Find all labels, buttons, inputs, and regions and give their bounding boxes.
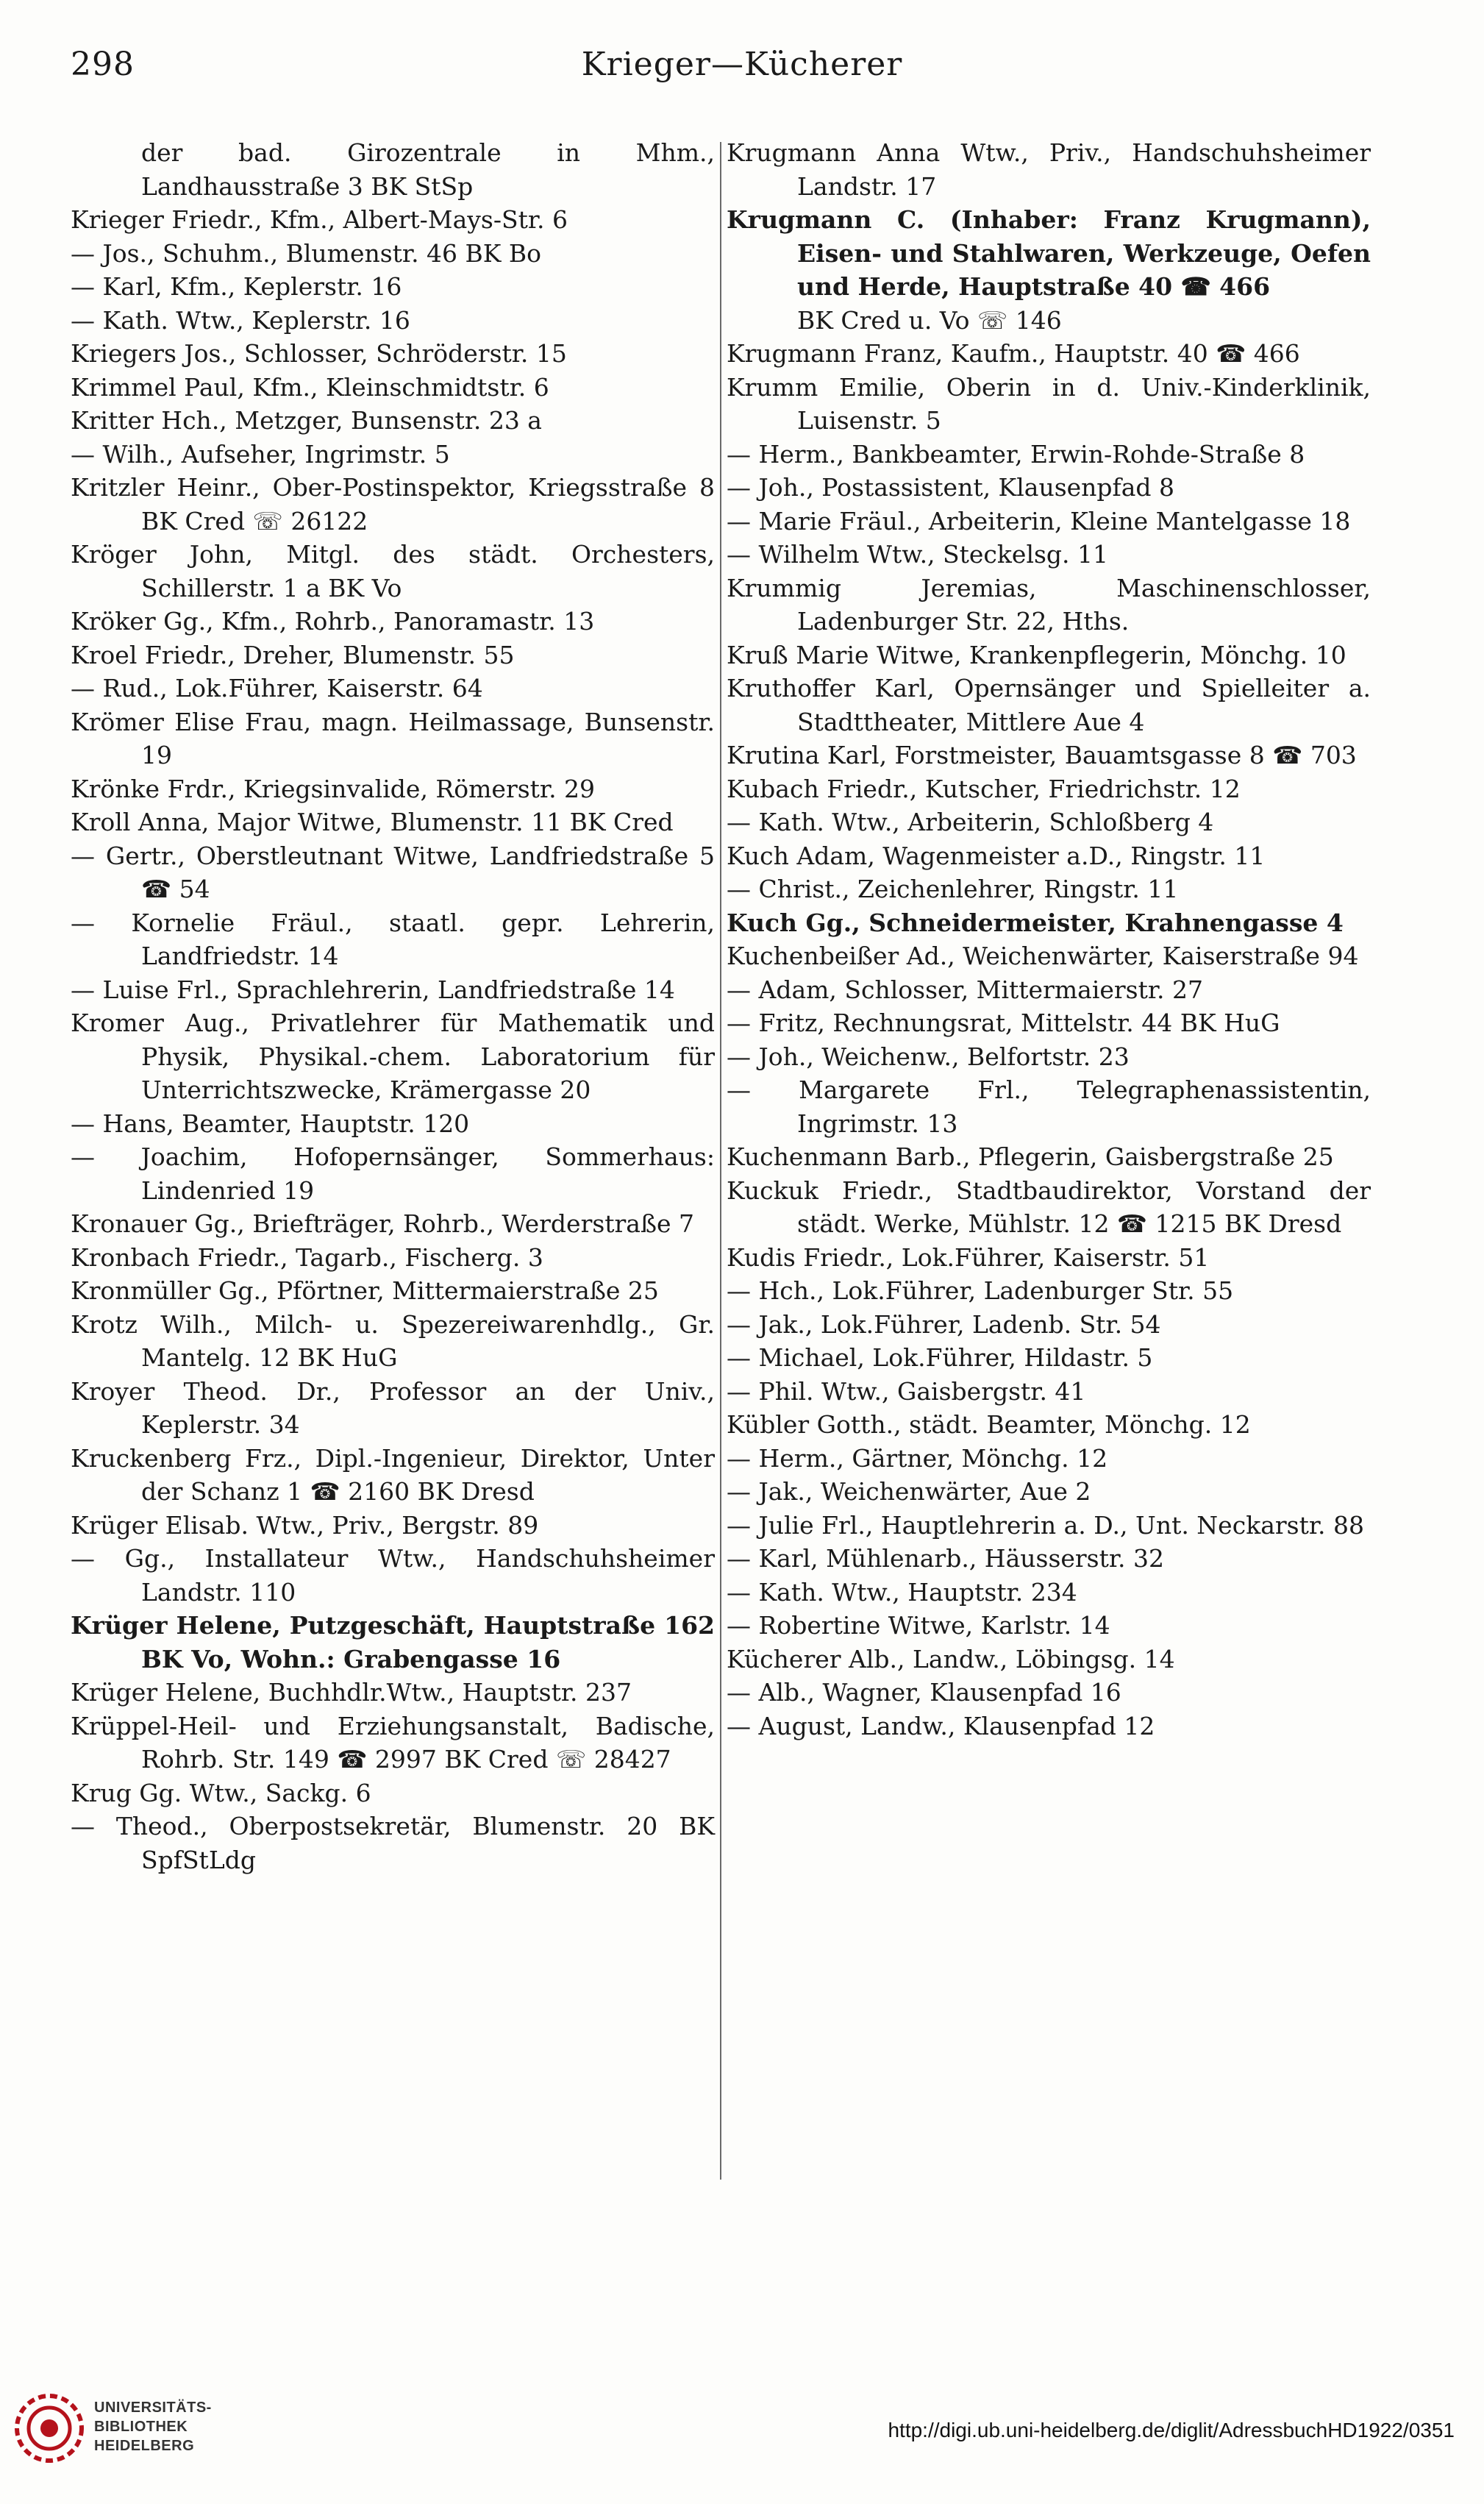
- right-column-entry: Krutina Karl, Forstmeister, Bauamtsgasse 8 ☎ 703: [727, 741, 1357, 769]
- left-column-entry: Kronbach Friedr., Tagarb., Fischerg. 3: [71, 1242, 543, 1272]
- left-column: [71, 136, 715, 1877]
- right-column-entry: Kruthoffer Karl, Opernsänger und Spielleiter a. Stadttheater, Mittlere Aue 4: [727, 674, 1371, 736]
- right-column-entry: — Kath. Wtw., Hauptstr. 234: [727, 1577, 1077, 1607]
- left-column-entry: — Gg., Installateur Wtw., Handschuhsheimer Landstr. 110: [71, 1544, 715, 1607]
- left-column-entry: Krieger Friedr., Kfm., Albert-Mays-Str. 6: [71, 205, 568, 234]
- library-name-line-1: UNIVERSITÄTS-: [94, 2400, 212, 2416]
- right-column-entry: — Adam, Schlosser, Mittermaierstr. 27: [727, 975, 1203, 1004]
- right-column-entry: BK Cred u. Vo ☏ 146: [797, 305, 1062, 335]
- source-url[interactable]: http://digi.ub.uni-heidelberg.de/diglit/AdressbuchHD1922/0351: [888, 2419, 1455, 2441]
- right-column-entry: — Kath. Wtw., Arbeiterin, Schloßberg 4: [727, 808, 1214, 836]
- left-column-entry: Krüppel-Heil- und Erziehungsanstalt, Badische, Rohrb. Str. 149 ☎ 2997 BK Cred ☏ 28427: [71, 1711, 715, 1774]
- left-column-entry: Kroyer Theod. Dr., Professor an der Univ., Keplerstr. 34: [71, 1376, 715, 1439]
- left-column-entry: — Kornelie Fräul., staatl. gepr. Lehrerin, Landfriedstr. 14: [71, 908, 715, 970]
- right-column-entry: — Robertine Witwe, Karlstr. 14: [727, 1611, 1110, 1640]
- left-column-entry: — Rud., Lok.Führer, Kaiserstr. 64: [71, 674, 483, 703]
- left-column-entry: Kronauer Gg., Briefträger, Rohrb., Werderstraße 7: [71, 1209, 695, 1238]
- left-column-entry: Krüger Elisab. Wtw., Priv., Bergstr. 89: [71, 1510, 539, 1540]
- right-column-entry: — Fritz, Rechnungsrat, Mittelstr. 44 BK HuG: [727, 1009, 1280, 1037]
- left-column-entry: Kroll Anna, Major Witwe, Blumenstr. 11 BK Cred: [71, 808, 674, 836]
- left-column-entry: — Wilh., Aufseher, Ingrimstr. 5: [71, 439, 450, 469]
- right-column: [727, 136, 1371, 1743]
- left-column-entry: Krömer Elise Frau, magn. Heilmassage, Bunsenstr. 19: [71, 707, 715, 769]
- left-column-entry: — Jos., Schuhm., Blumenstr. 46 BK Bo: [71, 238, 542, 268]
- right-column-entry: — Hch., Lok.Führer, Ladenburger Str. 55: [727, 1276, 1234, 1305]
- page-header: [71, 46, 1413, 97]
- right-column-entry: Kuch Adam, Wagenmeister a.D., Ringstr. 11: [727, 841, 1266, 870]
- left-column-entry: — Luise Frl., Sprachlehrerin, Landfriedstraße 14: [71, 975, 675, 1004]
- right-column-entry: — Phil. Wtw., Gaisbergstr. 41: [727, 1376, 1086, 1406]
- right-column-entry: — August, Landw., Klausenpfad 12: [727, 1711, 1155, 1740]
- left-column-entry: Krüger Helene, Putzgeschäft, Hauptstraße 162 BK Vo, Wohn.: Grabengasse 16: [71, 1611, 715, 1674]
- left-column-entry: Krimmel Paul, Kfm., Kleinschmidtstr. 6: [71, 372, 549, 402]
- right-column-entry: — Joh., Postassistent, Klausenpfad 8: [727, 473, 1175, 502]
- library-name: [94, 2398, 212, 2455]
- library-name-line-2: BIBLIOTHEK: [94, 2419, 188, 2435]
- left-column-entry: Krönke Frdr., Kriegsinvalide, Römerstr. 29: [71, 774, 596, 803]
- right-column-entry: Krugmann Anna Wtw., Priv., Handschuhsheimer Landstr. 17: [727, 138, 1371, 201]
- right-column-entry: Krumm Emilie, Oberin in d. Univ.-Kinderklinik, Luisenstr. 5: [727, 372, 1371, 435]
- left-column-entry: der bad. Girozentrale in Mhm., Landhausstraße 3 BK StSp: [141, 138, 715, 201]
- right-column-entry: Kuch Gg., Schneidermeister, Krahnengasse 4: [727, 908, 1344, 937]
- left-column-entry: — Karl, Kfm., Keplerstr. 16: [71, 272, 402, 301]
- right-column-entry: Kuckuk Friedr., Stadtbaudirektor, Vorstand der städt. Werke, Mühlstr. 12 ☎ 1215 BK Dresd: [727, 1175, 1371, 1238]
- directory-columns: [71, 136, 1416, 2196]
- left-column-entry: Kronmüller Gg., Pförtner, Mittermaierstraße 25: [71, 1276, 659, 1305]
- library-seal-icon: [13, 2392, 85, 2464]
- left-column-entry: Kröker Gg., Kfm., Rohrb., Panoramastr. 13: [71, 607, 595, 636]
- column-divider: [720, 142, 721, 2180]
- right-column-entry: Krugmann Franz, Kaufm., Hauptstr. 40 ☎ 466: [727, 339, 1300, 368]
- library-name-line-3: HEIDELBERG: [94, 2438, 195, 2454]
- left-column-entry: Kroel Friedr., Dreher, Blumenstr. 55: [71, 640, 515, 669]
- left-column-entry: — Kath. Wtw., Keplerstr. 16: [71, 305, 410, 335]
- left-column-entry: Krüger Helene, Buchhdlr.Wtw., Hauptstr. 237: [71, 1678, 632, 1707]
- right-column-entry: — Margarete Frl., Telegraphenassistentin, Ingrimstr. 13: [727, 1075, 1371, 1138]
- left-column-entry: Kruckenberg Frz., Dipl.-Ingenieur, Direktor, Unter der Schanz 1 ☎ 2160 BK Dresd: [71, 1443, 715, 1506]
- right-column-entry: — Karl, Mühlenarb., Häusserstr. 32: [727, 1544, 1164, 1573]
- right-column-entry: — Marie Fräul., Arbeiterin, Kleine Mantelgasse 18: [727, 506, 1351, 536]
- page-footer: [0, 2375, 1484, 2504]
- left-column-entry: — Joachim, Hofopernsänger, Sommerhaus: Lindenried 19: [71, 1142, 715, 1205]
- left-column-entry: — Hans, Beamter, Hauptstr. 120: [71, 1109, 470, 1138]
- right-column-entry: — Joh., Weichenw., Belfortstr. 23: [727, 1042, 1130, 1071]
- page-number: 298: [71, 46, 135, 83]
- right-column-entry: — Michael, Lok.Führer, Hildastr. 5: [727, 1343, 1153, 1372]
- right-column-entry: — Wilhelm Wtw., Steckelsg. 11: [727, 540, 1109, 569]
- left-column-entry: Krug Gg. Wtw., Sackg. 6: [71, 1778, 371, 1807]
- right-column-entry: Kübler Gotth., städt. Beamter, Mönchg. 12: [727, 1410, 1251, 1439]
- right-column-entry: Kuchenmann Barb., Pflegerin, Gaisbergstraße 25: [727, 1142, 1334, 1171]
- left-column-entry: — Theod., Oberpostsekretär, Blumenstr. 20 BK SpfStLdg: [71, 1812, 715, 1874]
- right-column-entry: Kubach Friedr., Kutscher, Friedrichstr. 12: [727, 774, 1241, 803]
- right-column-entry: — Jak., Weichenwärter, Aue 2: [727, 1477, 1091, 1506]
- right-column-entry: Kruß Marie Witwe, Krankenpflegerin, Mönchg. 10: [727, 640, 1346, 669]
- right-column-entry: Kücherer Alb., Landw., Löbingsg. 14: [727, 1644, 1175, 1674]
- left-column-entry: Kriegers Jos., Schlosser, Schröderstr. 15: [71, 339, 567, 368]
- right-column-entry: Kudis Friedr., Lok.Führer, Kaiserstr. 51: [727, 1242, 1210, 1272]
- right-column-entry: Kuchenbeißer Ad., Weichenwärter, Kaiserstraße 94: [727, 942, 1359, 970]
- left-column-entry: Kromer Aug., Privatlehrer für Mathematik und Physik, Physikal.-chem. Laboratorium für Unterrichtszwecke, Krämergasse 20: [71, 1009, 715, 1104]
- left-column-entry: Kritzler Heinr., Ober-Postinspektor, Kriegsstraße 8 BK Cred ☏ 26122: [71, 473, 715, 536]
- left-column-entry: Kritter Hch., Metzger, Bunsenstr. 23 a: [71, 406, 542, 435]
- right-column-entry: — Christ., Zeichenlehrer, Ringstr. 11: [727, 875, 1179, 903]
- right-column-entry: Krugmann C. (Inhaber: Franz Krugmann), Eisen- und Stahlwaren, Werkzeuge, Oefen und Herde, Hauptstraße 40 ☎ 466: [727, 205, 1371, 301]
- library-logo: [13, 2392, 241, 2473]
- right-column-entry: — Jak., Lok.Führer, Ladenb. Str. 54: [727, 1309, 1161, 1339]
- running-head: Krieger—Kücherer: [581, 46, 903, 83]
- left-column-entry: — Gertr., Oberstleutnant Witwe, Landfriedstraße 5 ☎ 54: [71, 841, 715, 903]
- right-column-entry: — Julie Frl., Hauptlehrerin a. D., Unt. Neckarstr. 88: [727, 1510, 1364, 1540]
- right-column-entry: Krummig Jeremias, Maschinenschlosser, Ladenburger Str. 22, Hths.: [727, 573, 1371, 636]
- left-column-entry: Krotz Wilh., Milch- u. Spezereiwarenhdlg., Gr. Mantelg. 12 BK HuG: [71, 1309, 715, 1372]
- right-column-entry: — Alb., Wagner, Klausenpfad 16: [727, 1678, 1121, 1707]
- left-column-entry: Kröger John, Mitgl. des städt. Orchesters, Schillerstr. 1 a BK Vo: [71, 540, 715, 602]
- right-column-entry: — Herm., Gärtner, Mönchg. 12: [727, 1443, 1108, 1473]
- right-column-entry: — Herm., Bankbeamter, Erwin-Rohde-Straße 8: [727, 439, 1305, 469]
